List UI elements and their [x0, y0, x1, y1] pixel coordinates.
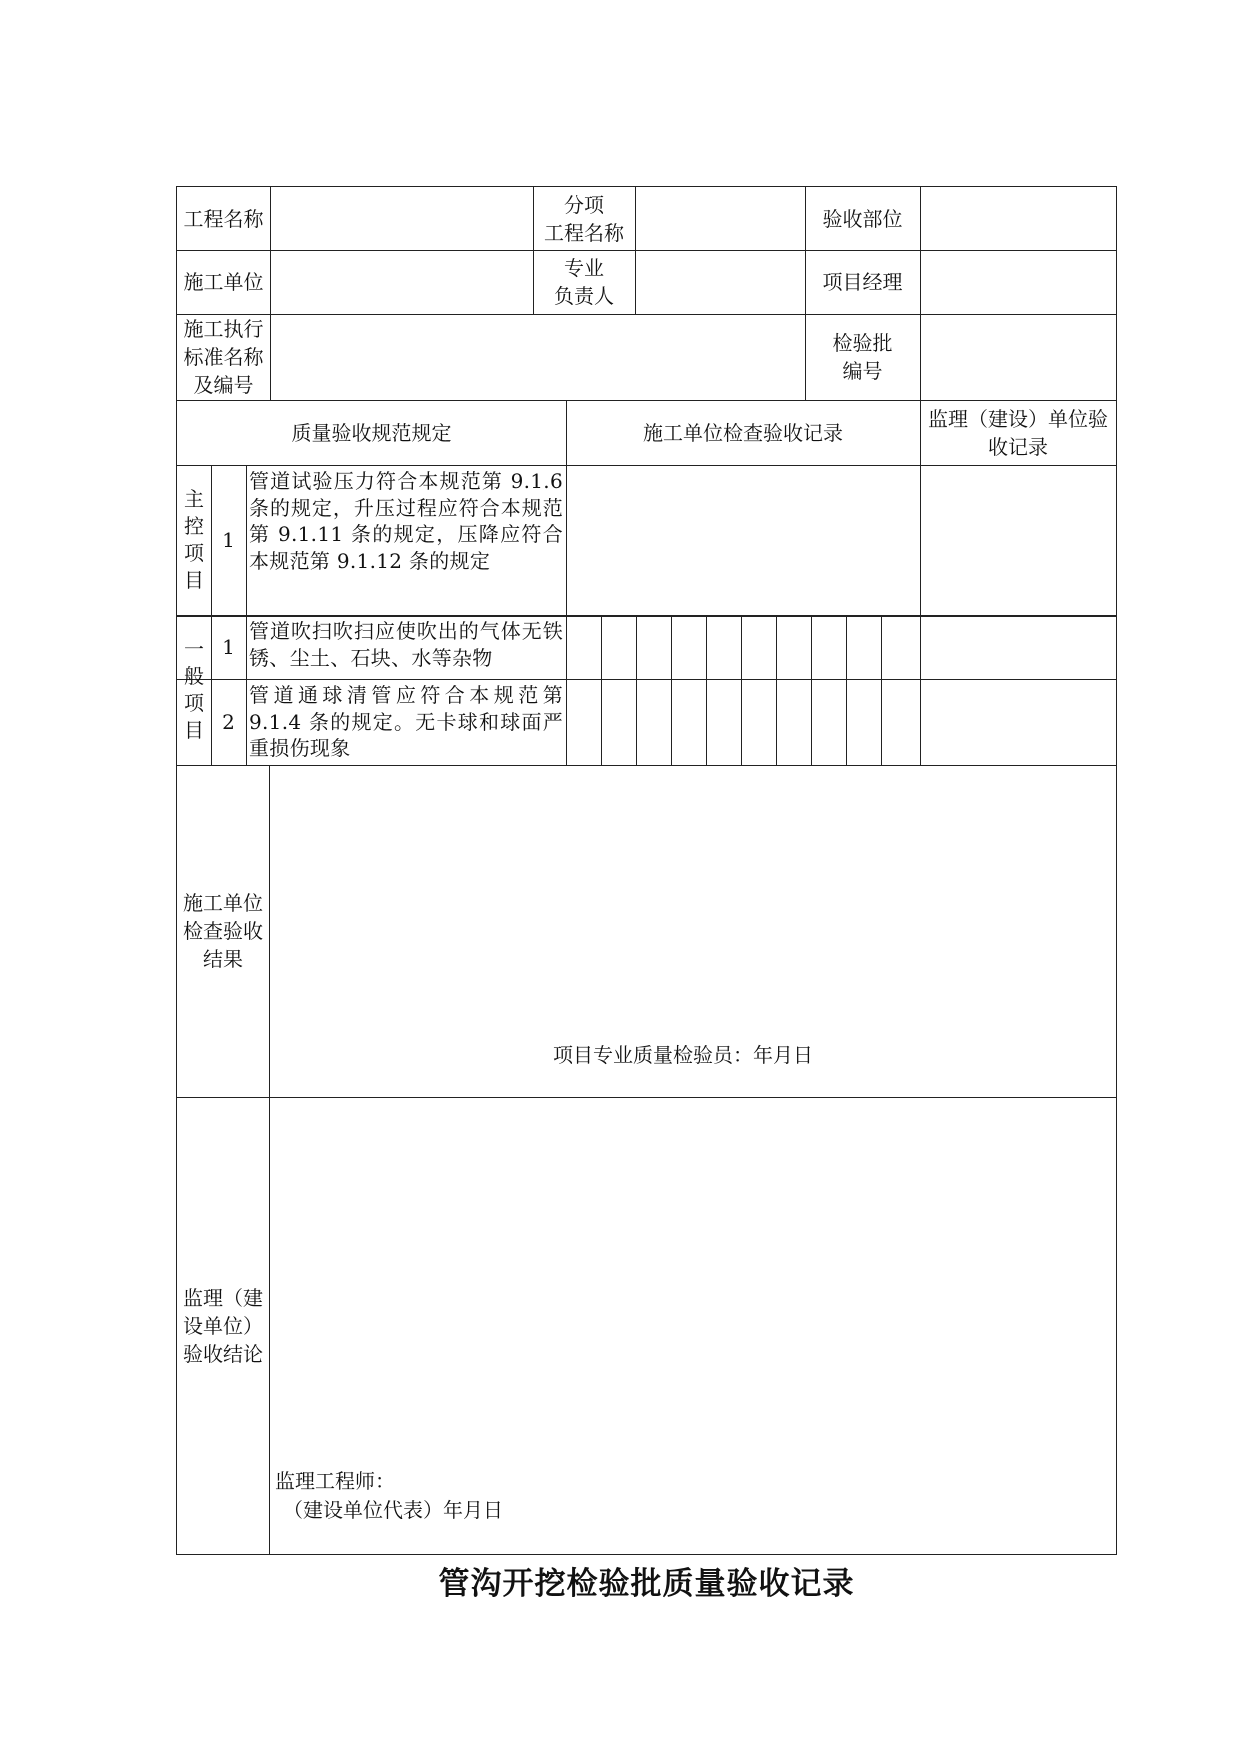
contractor-result-label: 施工单位 检查验收 结果: [183, 891, 263, 971]
spec-column-header: 质量验收规范规定: [291, 420, 452, 445]
sub-project-label: 分项 工程名称: [544, 192, 624, 245]
main-item-no: 1: [222, 528, 235, 552]
construction-unit-label: 施工单位: [183, 270, 264, 294]
project-name-label: 工程名称: [183, 206, 264, 231]
main-items-label: 主 控 项 目: [184, 487, 204, 592]
main-item-text: 管道试验压力符合本规范第 9.1.6 条的规定，升压过程应符合本规范第 9.1.11 条的规定，压降应符合本规范第 9.1.12 条的规定: [249, 469, 563, 573]
owner-representative-line: （建设单位代表）年月日: [283, 1498, 503, 1522]
supervisor-record-header: 监理（建设）单位验 收记录: [928, 406, 1108, 459]
general-item-no: 1: [222, 635, 235, 659]
standard-label: 施工执行 标准名称 及编号: [183, 317, 264, 397]
supervising-engineer-line: 监理工程师：: [275, 1469, 395, 1493]
general-items-label: 一 般 项 目: [184, 637, 204, 742]
batch-no-label: 检验批 编号: [832, 331, 893, 383]
supervisor-conclusion-label: 监理（建 设单位） 验收结论: [183, 1285, 263, 1366]
general-item-no: 2: [222, 710, 235, 734]
general-item-text: 管道吹扫吹扫应使吹出的气体无铁锈、尘土、石块、水等杂物: [249, 619, 563, 670]
general-item-text: 管道通球清管应符合本规范第9.1.4 条的规定。无卡球和球面严重损伤现象: [249, 683, 563, 760]
acceptance-part-label: 验收部位: [822, 206, 903, 231]
project-manager-label: 项目经理: [822, 270, 903, 294]
contractor-record-header: 施工单位检查验收记录: [643, 420, 843, 445]
document-title: 管沟开挖检验批质量验收记录: [438, 1565, 855, 1602]
acceptance-form: [176, 186, 1117, 1555]
specialist-label: 专业 负责人: [554, 256, 614, 308]
inspector-signature-line: 项目专业质量检验员：年月日: [553, 1043, 813, 1067]
